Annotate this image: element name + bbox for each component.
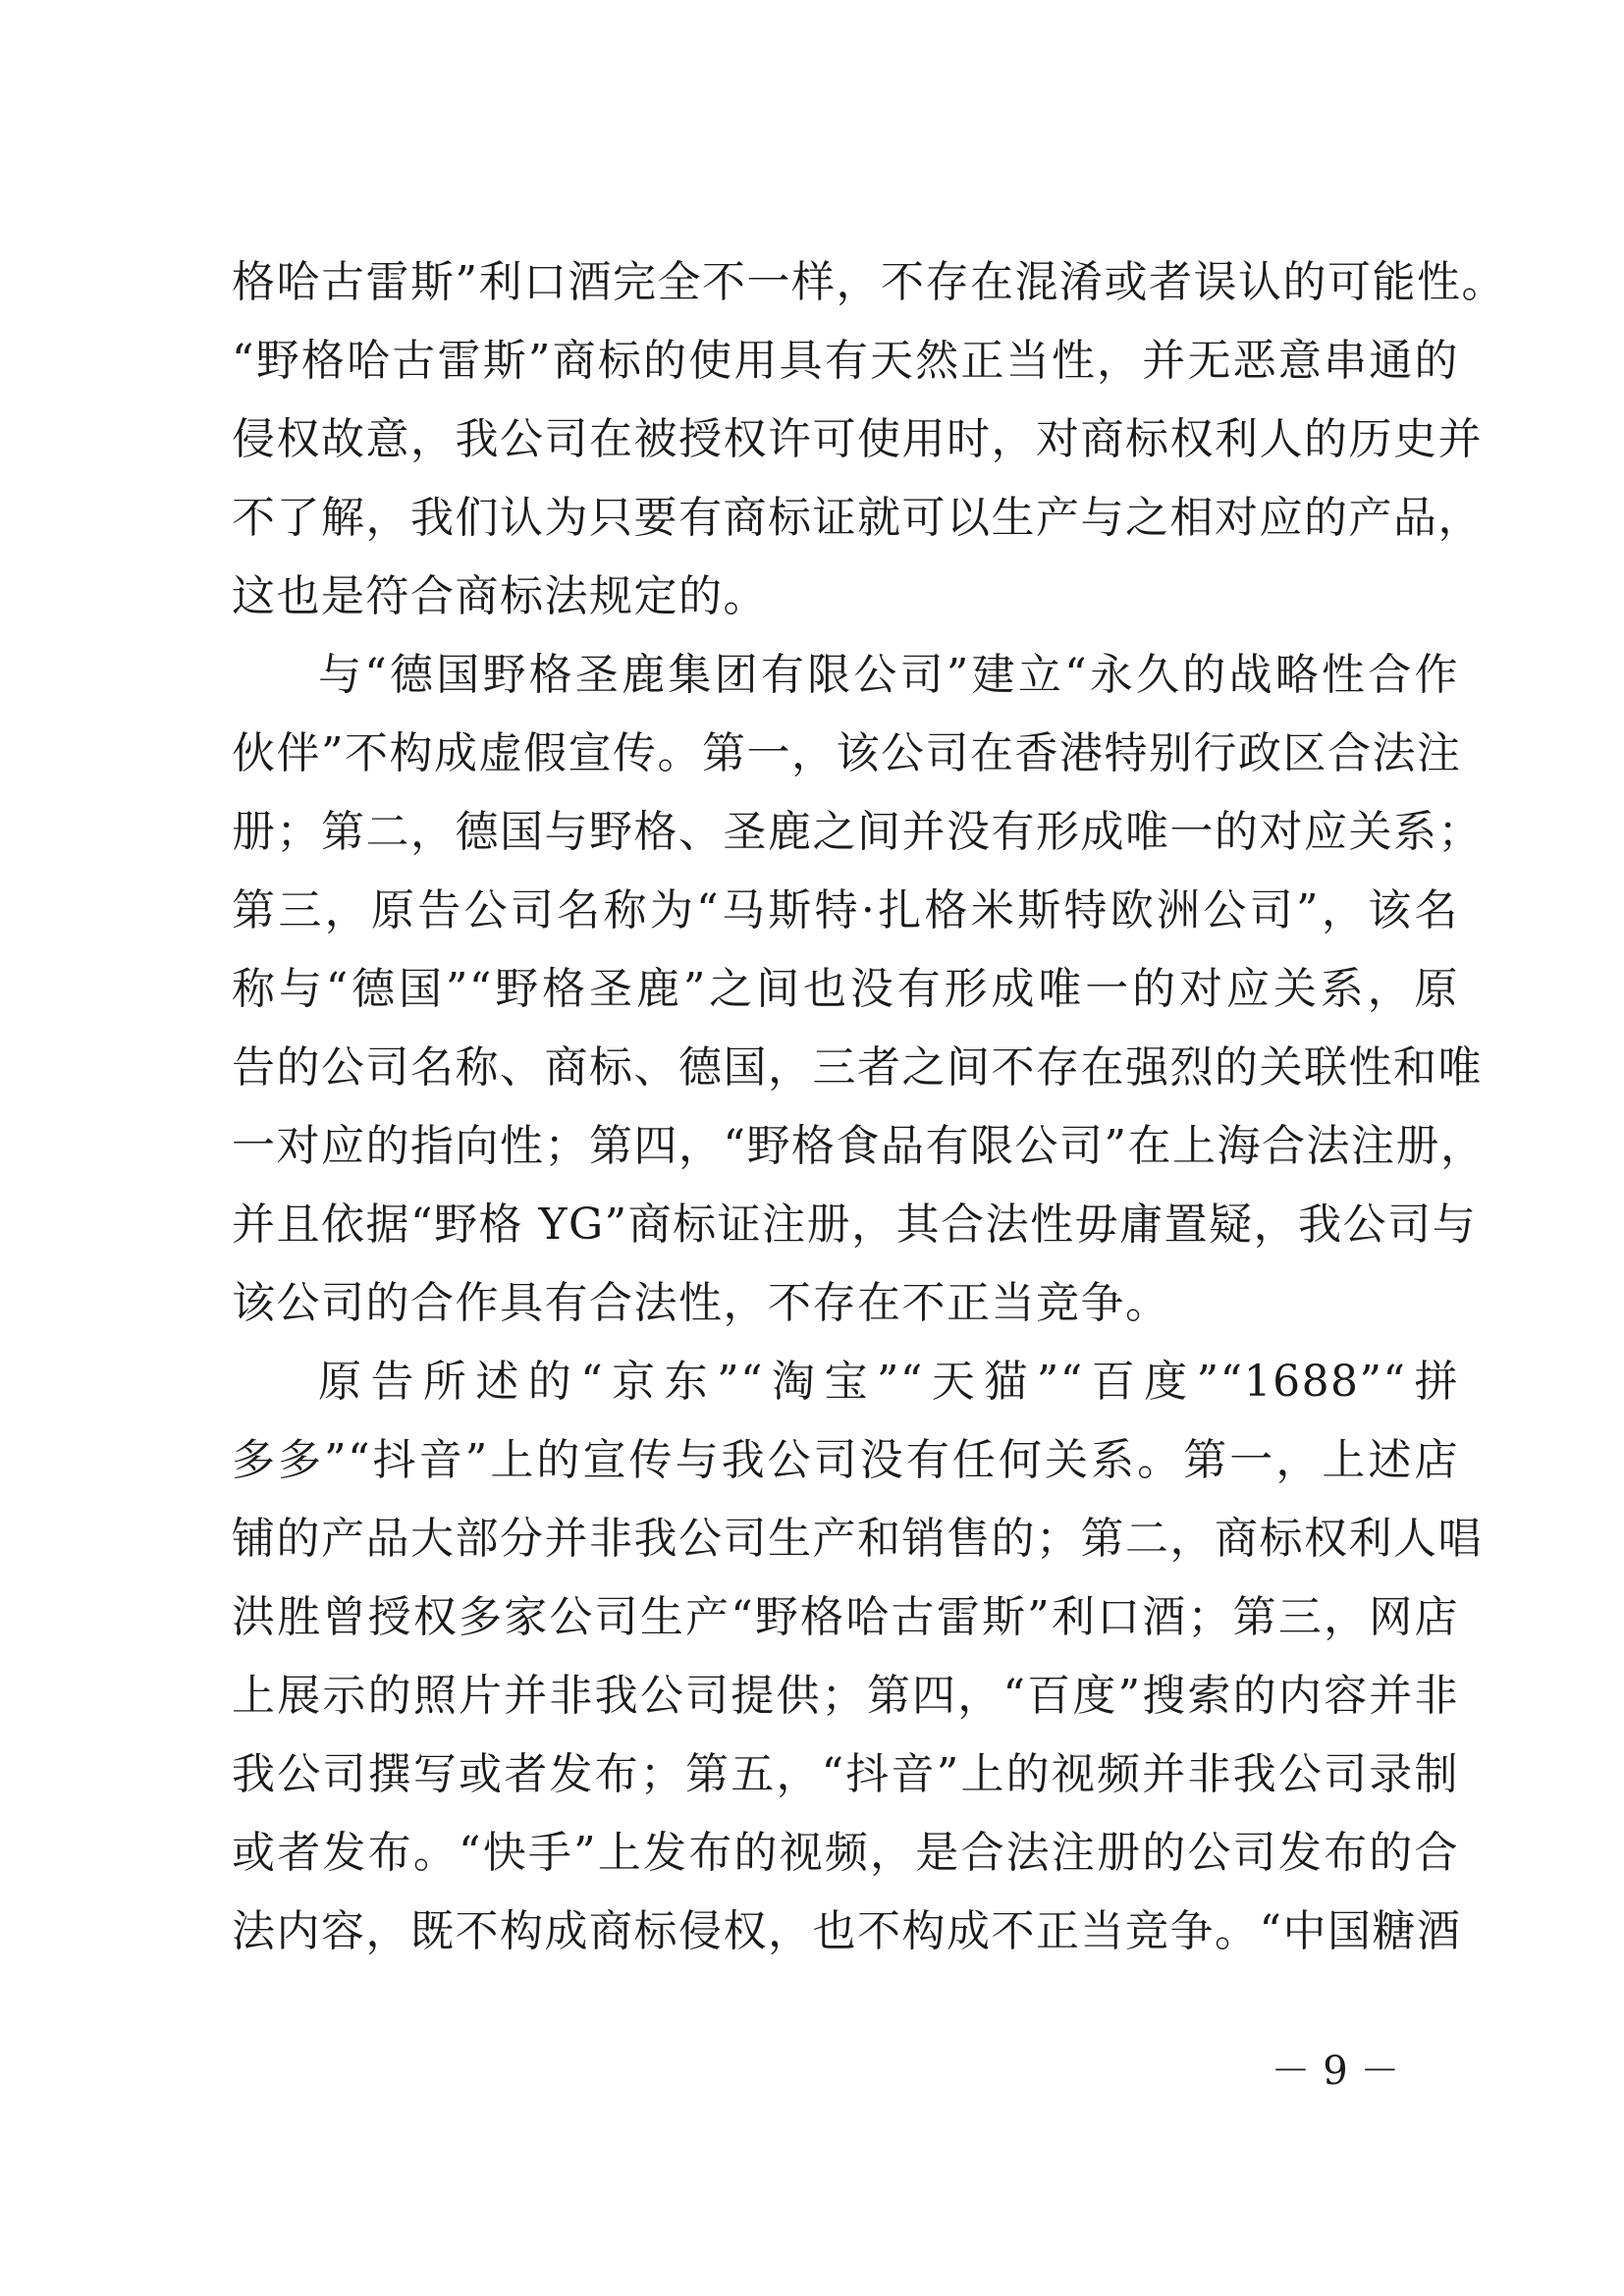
text-line: 告的公司名称、商标、德国，三者之间不存在强烈的关联性和唯	[232, 1042, 1483, 1093]
text-line: 该公司的合作具有合法性，不存在不正当竞争。	[232, 1278, 1170, 1328]
text-line: “野格哈古雷斯”商标的使用具有天然正当性，并无恶意串通的	[232, 336, 1459, 386]
text-line: 或者发布。“快手”上发布的视频，是合法注册的公司发布的合	[232, 1828, 1459, 1878]
text-line: 上展示的照片并非我公司提供；第四，“百度”搜索的内容并非	[232, 1671, 1459, 1721]
text-line: 与“德国野格圣鹿集团有限公司”建立“永久的战略性合作	[318, 650, 1459, 700]
text-line: 这也是符合商标法规定的。	[232, 571, 768, 621]
text-line: 洪胜曾授权多家公司生产“野格哈古雷斯”利口酒；第三，网店	[232, 1592, 1459, 1642]
text-line: 一对应的指向性；第四，“野格食品有限公司”在上海合法注册，	[232, 1121, 1486, 1171]
text-line: 并且依据“野格 YG”商标证注册，其合法性毋庸置疑，我公司与	[232, 1200, 1478, 1250]
text-line: 伙伴”不构成虚假宣传。第一，该公司在香港特别行政区合法注	[232, 728, 1462, 778]
body-text	[232, 243, 1506, 1971]
text-line: 侵权故意，我公司在被授权许可使用时，对商标权利人的历史并	[232, 414, 1483, 464]
text-line: 第三，原告公司名称为“马斯特·扎格米斯特欧洲公司”，该名	[232, 885, 1459, 935]
text-line: 多多”“抖音”上的宣传与我公司没有任何关系。第一，上述店	[232, 1435, 1459, 1485]
text-line: 册；第二，德国与野格、圣鹿之间并没有形成唯一的对应关系；	[232, 807, 1483, 857]
page-number: － 9 －	[1271, 2049, 1400, 2094]
text-line: 不了解，我们认为只要有商标证就可以生产与之相对应的产品，	[232, 493, 1483, 543]
text-line: 法内容，既不构成商标侵权，也不构成不正当竞争。“中国糖酒	[232, 1906, 1462, 1956]
text-line: 我公司撰写或者发布；第五，“抖音”上的视频并非我公司录制	[232, 1749, 1459, 1799]
text-line: 格哈古雷斯”利口酒完全不一样，不存在混淆或者误认的可能性。	[232, 257, 1506, 307]
text-line: 称与“德国”“野格圣鹿”之间也没有形成唯一的对应关系，原	[232, 964, 1459, 1014]
text-line: 原告所述的“京东”“淘宝”“天猫”“百度”“1688”“拼	[318, 1357, 1459, 1407]
text-line: 铺的产品大部分并非我公司生产和销售的；第二，商标权利人唱	[232, 1514, 1483, 1564]
